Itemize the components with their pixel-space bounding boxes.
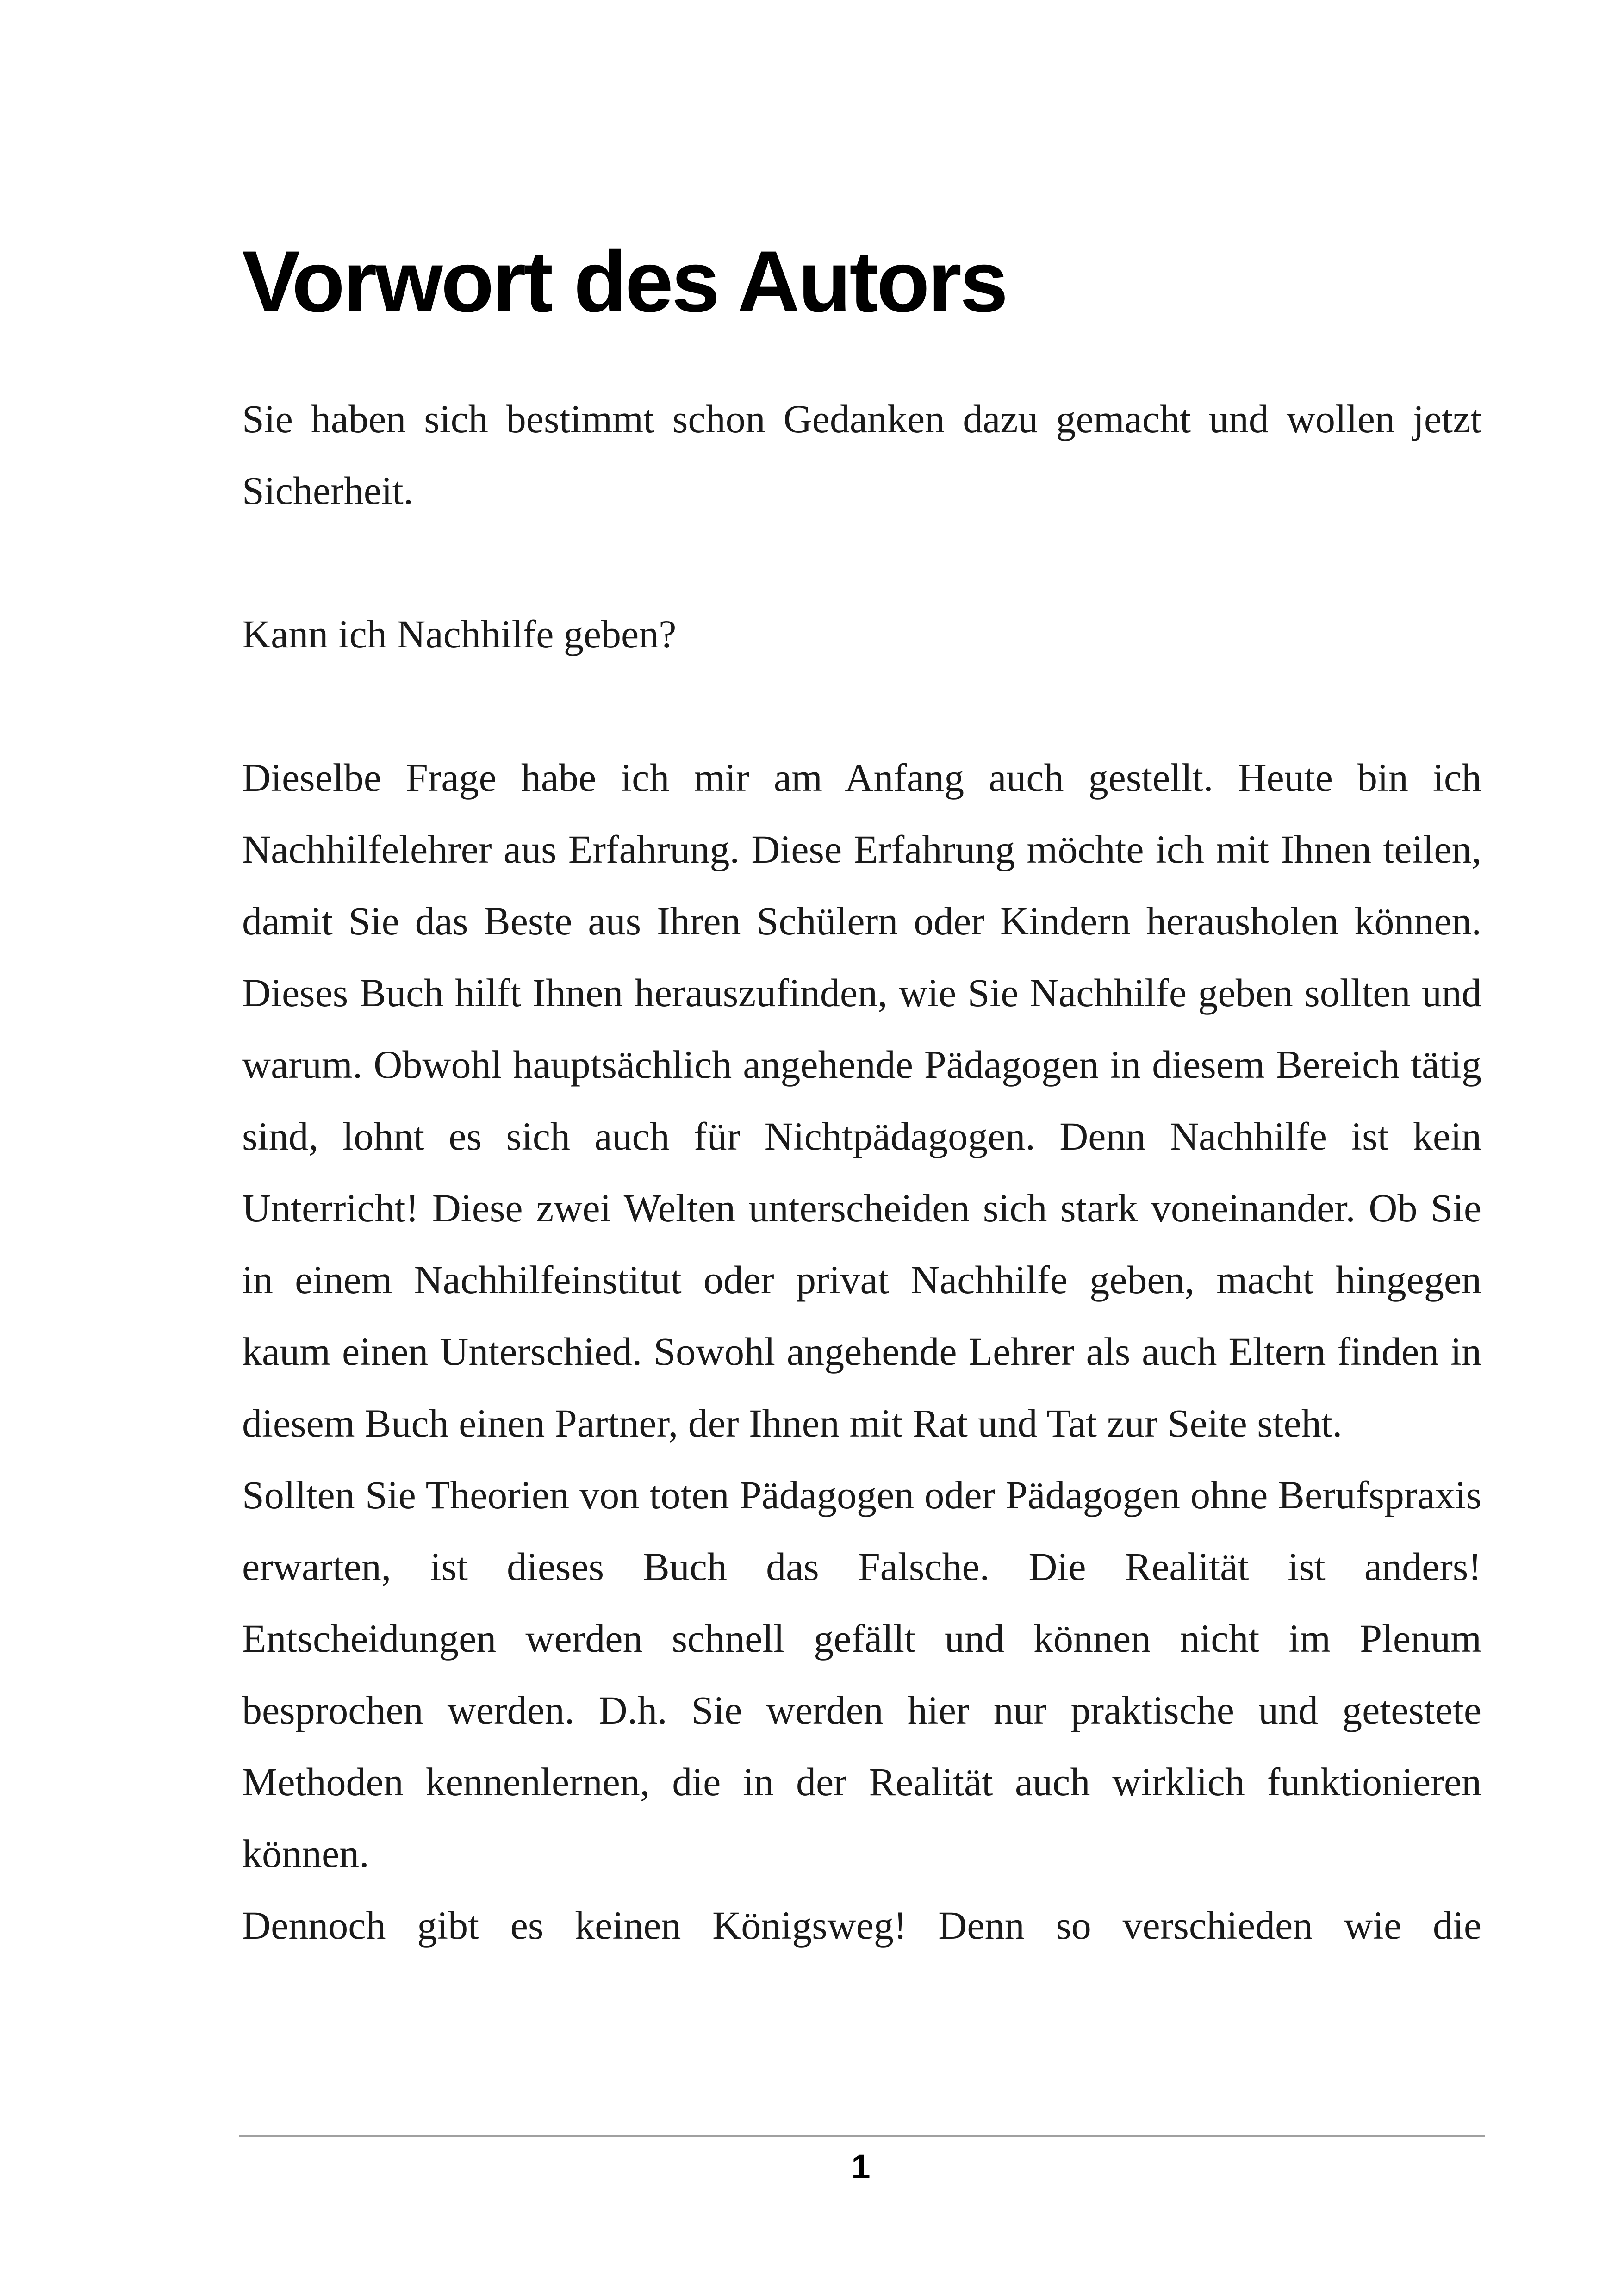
paragraph-question: Kann ich Nachhilfe geben? (242, 612, 677, 656)
paragraph-reality: Sollten Sie Theorien von toten Pädagogen oder Pädagogen ohne Berufspraxis erwarten, ist dieses Buch das Falsche. Die Realität ist anders! Entscheidungen werden schnell gefällt und können nicht im Plenum besprochen werden. D.h. Sie werden hier nur praktische und getestete Methoden kennenlernen, die in der Realität auch wirklich funktionieren können. (242, 1473, 1481, 1876)
body-text (242, 383, 1481, 1961)
page-number: 1 (851, 2147, 871, 2186)
page-title: Vorwort des Autors (242, 233, 1007, 330)
paragraph-experience: Dieselbe Frage habe ich mir am Anfang auch gestellt. Heute bin ich Nachhilfelehrer aus Erfahrung. Diese Erfahrung möchte ich mit Ihnen teilen, damit Sie das Beste aus Ihren Schülern oder Kindern herausholen können. Dieses Buch hilft Ihnen herauszufinden, wie Sie Nachhilfe geben sollten und warum. Obwohl hauptsächlich angehende Pädagogen in diesem Bereich tätig sind, lohnt es sich auch für Nichtpädagogen. Denn Nachhilfe ist kein Unterricht! Diese zwei Welten unterscheiden sich stark voneinander. Ob Sie in einem Nachhilfeinstitut oder privat Nachhilfe geben, macht hingegen kaum einen Unterschied. Sowohl angehende Lehrer als auch Eltern finden in diesem Buch einen Partner, der Ihnen mit Rat und Tat zur Seite steht. (242, 755, 1481, 1445)
footer-divider (239, 2135, 1485, 2137)
paragraph-continuation: Dennoch gibt es keinen Königsweg! Denn so verschieden wie die (242, 1903, 1481, 1948)
paragraph-intro: Sie haben sich bestimmt schon Gedanken dazu gemacht und wollen jetzt Sicherheit. (242, 397, 1481, 513)
